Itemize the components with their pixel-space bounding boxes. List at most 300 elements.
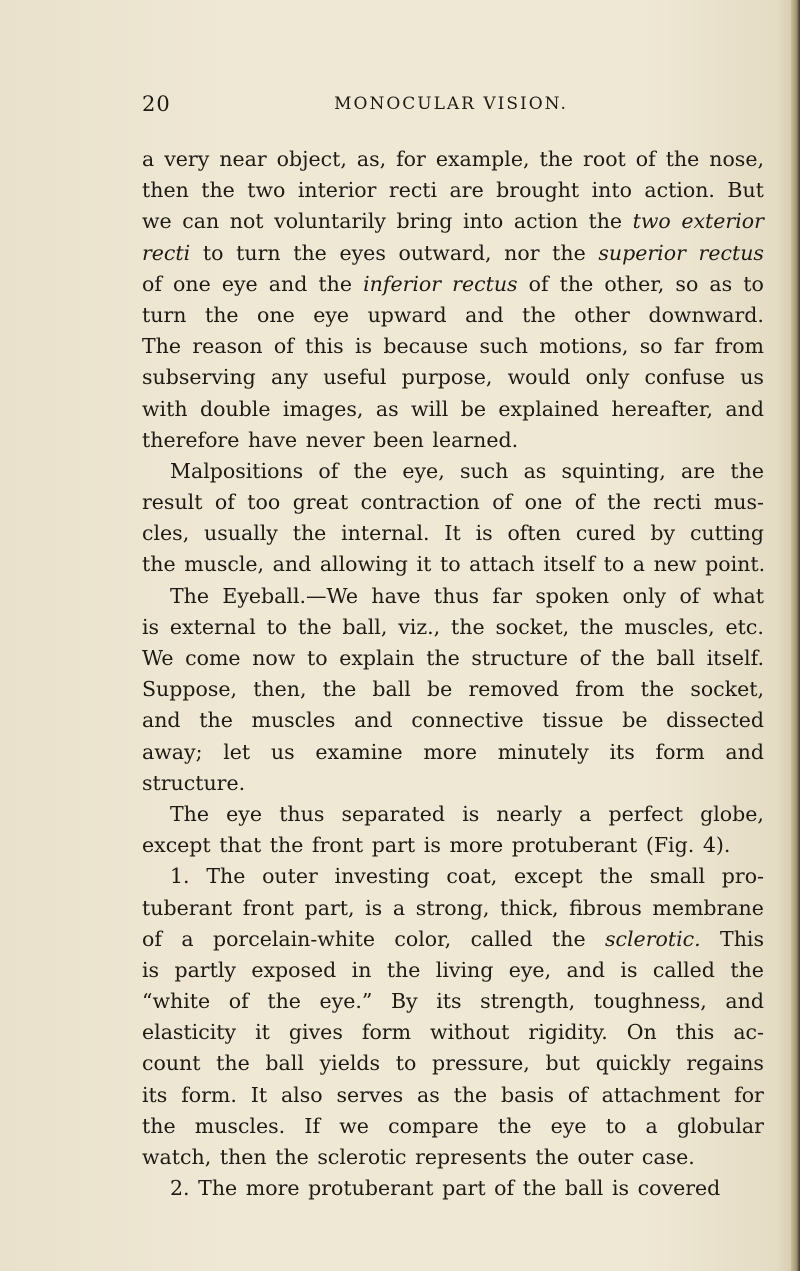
word: the bbox=[201, 178, 235, 203]
word: structure. bbox=[142, 770, 246, 795]
body-text bbox=[142, 144, 764, 1204]
word: the bbox=[292, 521, 327, 546]
word: too bbox=[247, 490, 281, 515]
word: is bbox=[423, 833, 441, 858]
word: “white bbox=[142, 989, 211, 1014]
word: the bbox=[522, 1176, 557, 1201]
word: from bbox=[714, 334, 764, 359]
text-line bbox=[142, 238, 764, 269]
word: we bbox=[142, 209, 172, 234]
word: by bbox=[650, 521, 676, 546]
word: turn bbox=[142, 302, 187, 327]
word: pressure, bbox=[432, 1051, 530, 1076]
word: other bbox=[574, 302, 630, 327]
word: eye bbox=[226, 801, 263, 826]
text-line bbox=[142, 1111, 764, 1142]
word: part, bbox=[304, 895, 355, 920]
word: squinting, bbox=[561, 458, 666, 483]
word: outward, bbox=[398, 240, 492, 265]
word: action bbox=[513, 209, 578, 234]
word: ball, bbox=[342, 614, 388, 639]
word: eyes bbox=[339, 240, 386, 265]
text-line bbox=[142, 549, 764, 580]
word: then bbox=[219, 1145, 267, 1169]
word: this bbox=[675, 1020, 715, 1045]
word: are bbox=[449, 178, 484, 203]
word: its bbox=[609, 739, 635, 764]
word: other, bbox=[604, 271, 665, 296]
text-line bbox=[142, 893, 764, 924]
word: it bbox=[255, 1020, 270, 1045]
word: watch, bbox=[142, 1145, 212, 1169]
word: of bbox=[574, 490, 595, 515]
word: (Fig. bbox=[645, 833, 695, 858]
word: usually bbox=[204, 521, 278, 546]
word: now bbox=[252, 646, 296, 670]
word: called bbox=[470, 926, 533, 951]
word: serves bbox=[336, 1082, 404, 1107]
word: it bbox=[416, 552, 432, 577]
page-number: 20 bbox=[142, 92, 171, 116]
word: recti bbox=[142, 240, 191, 265]
word: and bbox=[142, 708, 181, 733]
word: have bbox=[247, 427, 298, 452]
word: us bbox=[270, 739, 295, 764]
word: one bbox=[173, 271, 211, 296]
word: regains bbox=[686, 1051, 764, 1076]
word: viz., bbox=[398, 614, 441, 639]
word: minutely bbox=[497, 739, 589, 764]
word: fibrous bbox=[569, 895, 642, 920]
word: and bbox=[272, 552, 312, 577]
word: allowing bbox=[319, 552, 408, 577]
word: and bbox=[725, 989, 764, 1014]
word: eye bbox=[550, 1113, 587, 1138]
word: the bbox=[497, 1113, 532, 1138]
word: such bbox=[479, 334, 528, 359]
word: outer bbox=[577, 1145, 634, 1169]
word: learned. bbox=[432, 427, 519, 452]
text-line bbox=[142, 1142, 764, 1173]
word: the bbox=[535, 1145, 569, 1169]
word: nose, bbox=[709, 147, 764, 171]
word: external bbox=[169, 614, 256, 639]
word: eye bbox=[221, 271, 258, 296]
word: small bbox=[649, 864, 706, 889]
word: attach bbox=[469, 552, 535, 577]
word: the bbox=[318, 271, 352, 296]
word: that bbox=[219, 833, 262, 858]
word: thick, bbox=[500, 895, 559, 920]
word: interior bbox=[297, 178, 377, 203]
word: of bbox=[142, 271, 162, 296]
word: the bbox=[607, 490, 641, 515]
word: strength, bbox=[480, 989, 576, 1014]
word: It bbox=[444, 521, 461, 546]
word: action. bbox=[644, 178, 715, 203]
word: new bbox=[653, 552, 697, 577]
word: the bbox=[588, 209, 623, 234]
word: of bbox=[679, 583, 700, 608]
word: compare bbox=[388, 1113, 479, 1138]
word: into bbox=[462, 209, 504, 234]
word: itself. bbox=[706, 646, 764, 670]
word: the bbox=[216, 1051, 250, 1076]
word: The bbox=[198, 1176, 238, 1201]
word: ball bbox=[656, 646, 695, 670]
word: examine bbox=[315, 739, 403, 764]
word: to bbox=[395, 1051, 417, 1076]
word: living bbox=[435, 957, 494, 982]
text-line bbox=[142, 362, 764, 393]
word: front bbox=[311, 833, 364, 858]
text-line bbox=[142, 986, 764, 1017]
word: of bbox=[635, 147, 656, 171]
word: hereafter, bbox=[611, 396, 713, 421]
word: is bbox=[354, 334, 373, 359]
word: is bbox=[142, 957, 160, 982]
word: be bbox=[622, 708, 648, 733]
word: such bbox=[459, 458, 509, 483]
word: separated bbox=[341, 801, 446, 826]
word: the bbox=[322, 677, 357, 702]
word: are bbox=[681, 458, 716, 483]
word: its bbox=[436, 989, 462, 1014]
word: a bbox=[181, 926, 194, 951]
word: eye, bbox=[402, 458, 445, 483]
word: eye bbox=[313, 302, 350, 327]
word: result bbox=[142, 490, 203, 515]
word: us bbox=[740, 365, 764, 390]
text-line bbox=[142, 144, 764, 175]
word: come bbox=[185, 646, 241, 670]
word: the bbox=[730, 458, 764, 483]
word: to bbox=[439, 552, 461, 577]
word: front bbox=[242, 895, 294, 920]
word: the bbox=[199, 708, 233, 733]
word: explain bbox=[339, 646, 415, 670]
text-line bbox=[142, 331, 764, 362]
word: of bbox=[273, 334, 294, 359]
word: form bbox=[655, 739, 705, 764]
word: is bbox=[365, 895, 383, 920]
word: globe, bbox=[700, 801, 764, 826]
word: This bbox=[720, 926, 764, 951]
word: But bbox=[727, 178, 764, 203]
word: The bbox=[170, 583, 210, 608]
word: pro- bbox=[721, 864, 764, 889]
word: It bbox=[250, 1082, 268, 1107]
word: cured bbox=[575, 521, 636, 546]
word: the bbox=[204, 302, 239, 327]
word: etc. bbox=[725, 614, 764, 639]
word: motions, bbox=[539, 334, 629, 359]
word: strong, bbox=[415, 895, 490, 920]
word: as, bbox=[356, 147, 387, 171]
word: 2. bbox=[170, 1176, 190, 1201]
word: only bbox=[622, 583, 667, 608]
word: rectus bbox=[698, 240, 764, 265]
page-header bbox=[142, 92, 760, 120]
text-line bbox=[142, 581, 764, 612]
word: internal. bbox=[341, 521, 430, 546]
word: We bbox=[142, 646, 174, 670]
word: brought bbox=[496, 178, 580, 203]
word: be bbox=[460, 396, 486, 421]
word: away; bbox=[142, 739, 203, 764]
word: will bbox=[411, 396, 449, 421]
word: useful bbox=[323, 365, 387, 390]
word: is bbox=[620, 957, 638, 982]
word: and bbox=[354, 708, 393, 733]
word: recti bbox=[653, 490, 702, 515]
word: of bbox=[318, 458, 339, 483]
word: membrane bbox=[652, 895, 764, 920]
word: the bbox=[522, 302, 556, 327]
word: to bbox=[603, 552, 625, 577]
word: of bbox=[579, 646, 600, 670]
word: the bbox=[293, 240, 327, 265]
word: part bbox=[442, 1176, 486, 1201]
word: upward bbox=[367, 302, 447, 327]
word: The bbox=[206, 864, 246, 889]
word: voluntarily bbox=[274, 209, 386, 234]
word: rectus bbox=[452, 271, 518, 296]
word: two bbox=[247, 178, 286, 203]
word: the bbox=[640, 677, 675, 702]
word: ball bbox=[372, 677, 411, 702]
word: muscles. bbox=[194, 1113, 286, 1138]
word: ball bbox=[564, 1176, 604, 1201]
word: its bbox=[142, 1082, 168, 1107]
word: also bbox=[280, 1082, 323, 1107]
text-line bbox=[142, 768, 764, 799]
word: therefore bbox=[142, 427, 240, 452]
word: very bbox=[164, 147, 210, 171]
text-line bbox=[142, 924, 764, 955]
text-line bbox=[142, 643, 764, 674]
word: is bbox=[611, 1176, 630, 1201]
word: socket, bbox=[690, 677, 764, 702]
text-line bbox=[142, 269, 764, 300]
word: bring bbox=[396, 209, 453, 234]
word: count bbox=[142, 1051, 201, 1076]
word: Eyeball.—We bbox=[222, 583, 359, 608]
word: represents bbox=[415, 1145, 527, 1169]
word: of bbox=[142, 926, 162, 951]
word: and bbox=[465, 302, 504, 327]
word: nearly bbox=[496, 801, 562, 826]
word: be bbox=[427, 677, 453, 702]
word: dissected bbox=[666, 708, 764, 733]
word: into bbox=[591, 178, 632, 203]
word: and bbox=[268, 271, 308, 296]
word: part bbox=[371, 833, 416, 858]
word: to bbox=[266, 614, 288, 639]
word: reason bbox=[192, 334, 263, 359]
word: muscles, bbox=[624, 614, 715, 639]
word: a bbox=[579, 801, 592, 826]
word: never bbox=[305, 427, 365, 452]
text-line bbox=[142, 861, 764, 892]
word: but bbox=[545, 1051, 581, 1076]
word: the bbox=[353, 458, 388, 483]
word: one bbox=[524, 490, 563, 515]
word: the bbox=[579, 614, 614, 639]
word: called bbox=[652, 957, 715, 982]
word: two bbox=[632, 209, 671, 234]
text-line bbox=[142, 1017, 764, 1048]
word: eye.” bbox=[319, 989, 373, 1014]
word: partly bbox=[174, 957, 236, 982]
word: the bbox=[665, 147, 700, 171]
word: Suppose, bbox=[142, 677, 238, 702]
word: 1. bbox=[170, 864, 190, 889]
word: of bbox=[528, 271, 549, 296]
word: a bbox=[142, 147, 155, 171]
word: 4). bbox=[702, 833, 731, 858]
word: exposed bbox=[251, 957, 337, 982]
word: of bbox=[567, 1082, 588, 1107]
word: yields bbox=[319, 1051, 381, 1076]
word: then, bbox=[253, 677, 307, 702]
word: except bbox=[513, 864, 583, 889]
word: sclerotic bbox=[317, 1145, 407, 1169]
word: any bbox=[270, 365, 308, 390]
text-line bbox=[142, 612, 764, 643]
word: globular bbox=[676, 1113, 764, 1138]
word: let bbox=[223, 739, 251, 764]
word: the bbox=[269, 833, 304, 858]
word: we bbox=[339, 1113, 369, 1138]
word: the bbox=[730, 957, 764, 982]
word: the bbox=[552, 240, 586, 265]
word: the bbox=[386, 957, 421, 982]
word: for bbox=[396, 147, 426, 171]
word: muscles bbox=[251, 708, 336, 733]
text-line bbox=[142, 705, 764, 736]
word: subserving bbox=[142, 365, 256, 390]
word: near bbox=[219, 147, 267, 171]
word: downward. bbox=[648, 302, 764, 327]
word: because bbox=[383, 334, 469, 359]
word: to bbox=[605, 1113, 627, 1138]
word: what bbox=[712, 583, 764, 608]
word: cutting bbox=[689, 521, 764, 546]
word: to bbox=[743, 271, 764, 296]
word: Malpositions bbox=[170, 458, 304, 483]
word: mus- bbox=[713, 490, 764, 515]
word: thus bbox=[279, 801, 325, 826]
word: gives bbox=[288, 1020, 343, 1045]
word: rigidity. bbox=[528, 1020, 608, 1045]
word: thus bbox=[433, 583, 480, 608]
word: double bbox=[199, 396, 271, 421]
word: except bbox=[142, 833, 211, 858]
word: nor bbox=[504, 240, 540, 265]
word: color, bbox=[394, 926, 452, 951]
word: attachment bbox=[601, 1082, 721, 1107]
text-line bbox=[142, 955, 764, 986]
text-line bbox=[142, 456, 764, 487]
word: been bbox=[373, 427, 424, 452]
word: only bbox=[585, 365, 630, 390]
word: The bbox=[170, 801, 210, 826]
text-line bbox=[142, 737, 764, 768]
text-line bbox=[142, 830, 764, 861]
text-line bbox=[142, 425, 764, 456]
word: tissue bbox=[542, 708, 604, 733]
word: for bbox=[734, 1082, 764, 1107]
word: The bbox=[142, 334, 182, 359]
word: in bbox=[351, 957, 372, 982]
word: purpose, bbox=[401, 365, 493, 390]
word: can bbox=[182, 209, 220, 234]
word: from bbox=[575, 677, 625, 702]
word: socket, bbox=[495, 614, 570, 639]
word: not bbox=[229, 209, 264, 234]
word: ball bbox=[265, 1051, 304, 1076]
word: is bbox=[462, 801, 480, 826]
word: itself bbox=[543, 552, 595, 577]
word: is bbox=[475, 521, 493, 546]
word: of bbox=[494, 1176, 515, 1201]
running-head: MONOCULAR VISION. bbox=[334, 94, 568, 114]
word: with bbox=[142, 396, 188, 421]
word: to bbox=[306, 646, 328, 670]
word: and bbox=[566, 957, 606, 982]
page-edge-shadow bbox=[791, 0, 800, 1271]
word: cles, bbox=[142, 521, 190, 546]
word: a bbox=[632, 552, 646, 577]
word: of bbox=[228, 989, 249, 1014]
word: perfect bbox=[608, 801, 683, 826]
word: sclerotic. bbox=[605, 926, 701, 951]
word: example, bbox=[435, 147, 530, 171]
word: of bbox=[492, 490, 513, 515]
text-line bbox=[142, 300, 764, 331]
text-line bbox=[142, 206, 764, 237]
word: inferior bbox=[363, 271, 442, 296]
text-line bbox=[142, 674, 764, 705]
word: covered bbox=[637, 1176, 721, 1201]
word: as bbox=[416, 1082, 440, 1107]
word: would bbox=[507, 365, 571, 390]
word: the bbox=[539, 147, 574, 171]
word: the bbox=[599, 864, 633, 889]
text-line bbox=[142, 799, 764, 830]
word: far bbox=[673, 334, 704, 359]
word: toughness, bbox=[593, 989, 707, 1014]
word: often bbox=[507, 521, 561, 546]
text-line bbox=[142, 1080, 764, 1111]
word: quickly bbox=[595, 1051, 671, 1076]
word: coat, bbox=[446, 864, 498, 889]
word: basis bbox=[501, 1082, 554, 1107]
word: is bbox=[142, 614, 160, 639]
word: protuberant bbox=[511, 833, 638, 858]
word: the bbox=[142, 552, 176, 577]
text-line bbox=[142, 487, 764, 518]
text-line bbox=[142, 394, 764, 425]
word: tuberant bbox=[142, 895, 233, 920]
word: the bbox=[552, 926, 586, 951]
text-line bbox=[142, 1173, 764, 1204]
word: outer bbox=[262, 864, 318, 889]
word: images, bbox=[282, 396, 364, 421]
word: On bbox=[626, 1020, 657, 1045]
word: structure bbox=[471, 646, 569, 670]
